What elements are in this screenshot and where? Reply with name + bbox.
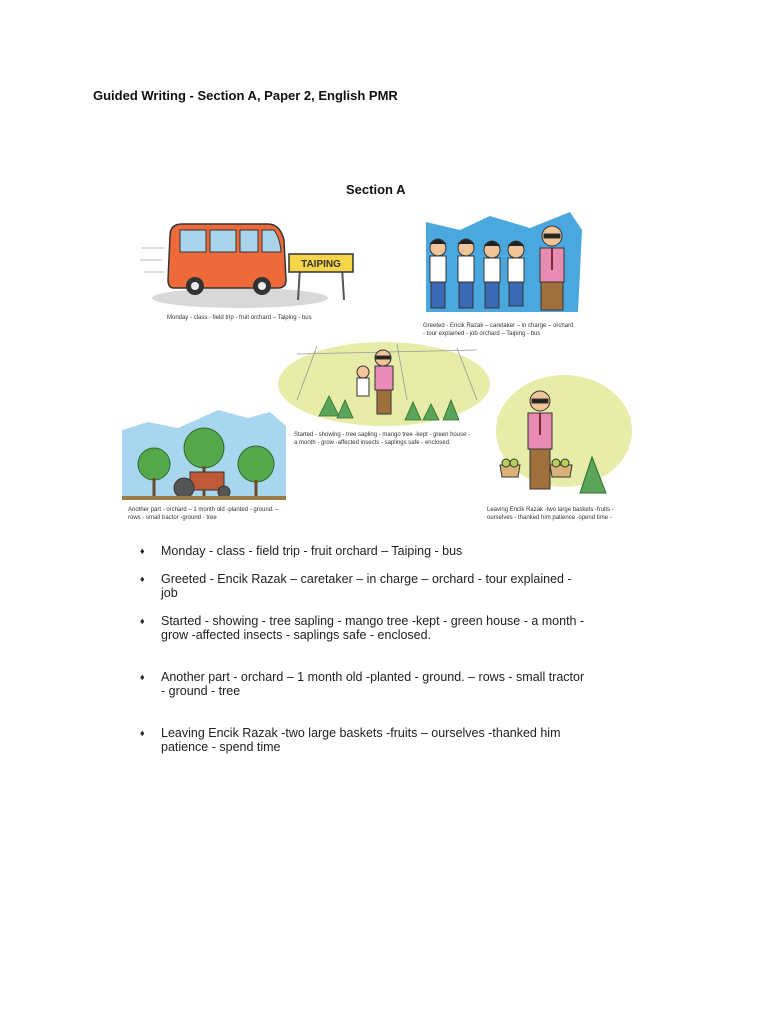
baskets-illustration	[494, 373, 634, 497]
bus-caption: Monday - class - field trip - fruit orchard – Taiping - bus	[167, 315, 312, 321]
diamond-bullet-icon: ♦	[140, 546, 145, 556]
bullet-item	[140, 572, 640, 600]
outline-bullet-list	[140, 544, 640, 754]
bullet-text-line2: job	[161, 586, 178, 600]
bullet-text-line1: Monday - class - field trip - fruit orchard – Taiping - bus	[161, 544, 463, 558]
bullet-text-line2: - ground - tree	[161, 684, 241, 698]
tractor-caption-line1: Another part - orchard – 1 month old -planted - ground. –	[128, 507, 279, 513]
section-heading: Section A	[346, 182, 406, 197]
diamond-bullet-icon: ♦	[140, 728, 145, 738]
bullet-text-line1: Greeted - Encik Razak – caretaker – in charge – orchard - tour explained -	[161, 572, 572, 586]
bullet-text-line1: Leaving Encik Razak -two large baskets -fruits – ourselves -thanked him	[161, 726, 561, 740]
bullet-text-line1: Another part - orchard – 1 month old -planted - ground. – rows - small tractor	[161, 670, 585, 684]
diamond-bullet-icon: ♦	[140, 616, 145, 626]
greeting-caption-line1: Greeted - Encik Razak – caretaker – in charge – orchard	[423, 323, 574, 329]
bullet-item	[140, 544, 640, 558]
tractor-illustration	[120, 408, 290, 504]
bullet-text-line2: patience - spend time	[161, 740, 281, 754]
greenhouse-caption-line1: Started - showing - tree sapling - mango tree -kept - green house -	[294, 432, 471, 438]
bullet-item	[140, 670, 640, 698]
bullet-item	[140, 726, 640, 754]
tractor-caption-line2: rows - small tractor -ground - tree	[128, 515, 217, 521]
bullet-item	[140, 614, 640, 642]
greeting-caption-line2: - tour explained - job orchard – Taiping - bus	[423, 331, 541, 337]
greenhouse-caption-line2: a month - grow -affected insects - saplings safe - enclosed.	[294, 440, 451, 446]
bullet-text-line1: Started - showing - tree sapling - mango tree -kept - green house - a month -	[161, 614, 585, 628]
baskets-caption-line1: Leaving Encik Razak -two large baskets -fruits -	[487, 507, 614, 513]
document-title: Guided Writing - Section A, Paper 2, English PMR	[93, 88, 398, 103]
greeting-illustration	[420, 208, 590, 320]
taiping-sign-text: TAIPING	[301, 259, 341, 270]
bullet-text-line2: grow -affected insects - saplings safe - enclosed.	[161, 628, 432, 642]
diamond-bullet-icon: ♦	[140, 672, 145, 682]
baskets-caption-line2: ourselves - thanked him patience -spend time -	[487, 515, 612, 521]
diamond-bullet-icon: ♦	[140, 574, 145, 584]
bus-illustration	[140, 218, 365, 314]
greenhouse-illustration	[277, 340, 491, 428]
